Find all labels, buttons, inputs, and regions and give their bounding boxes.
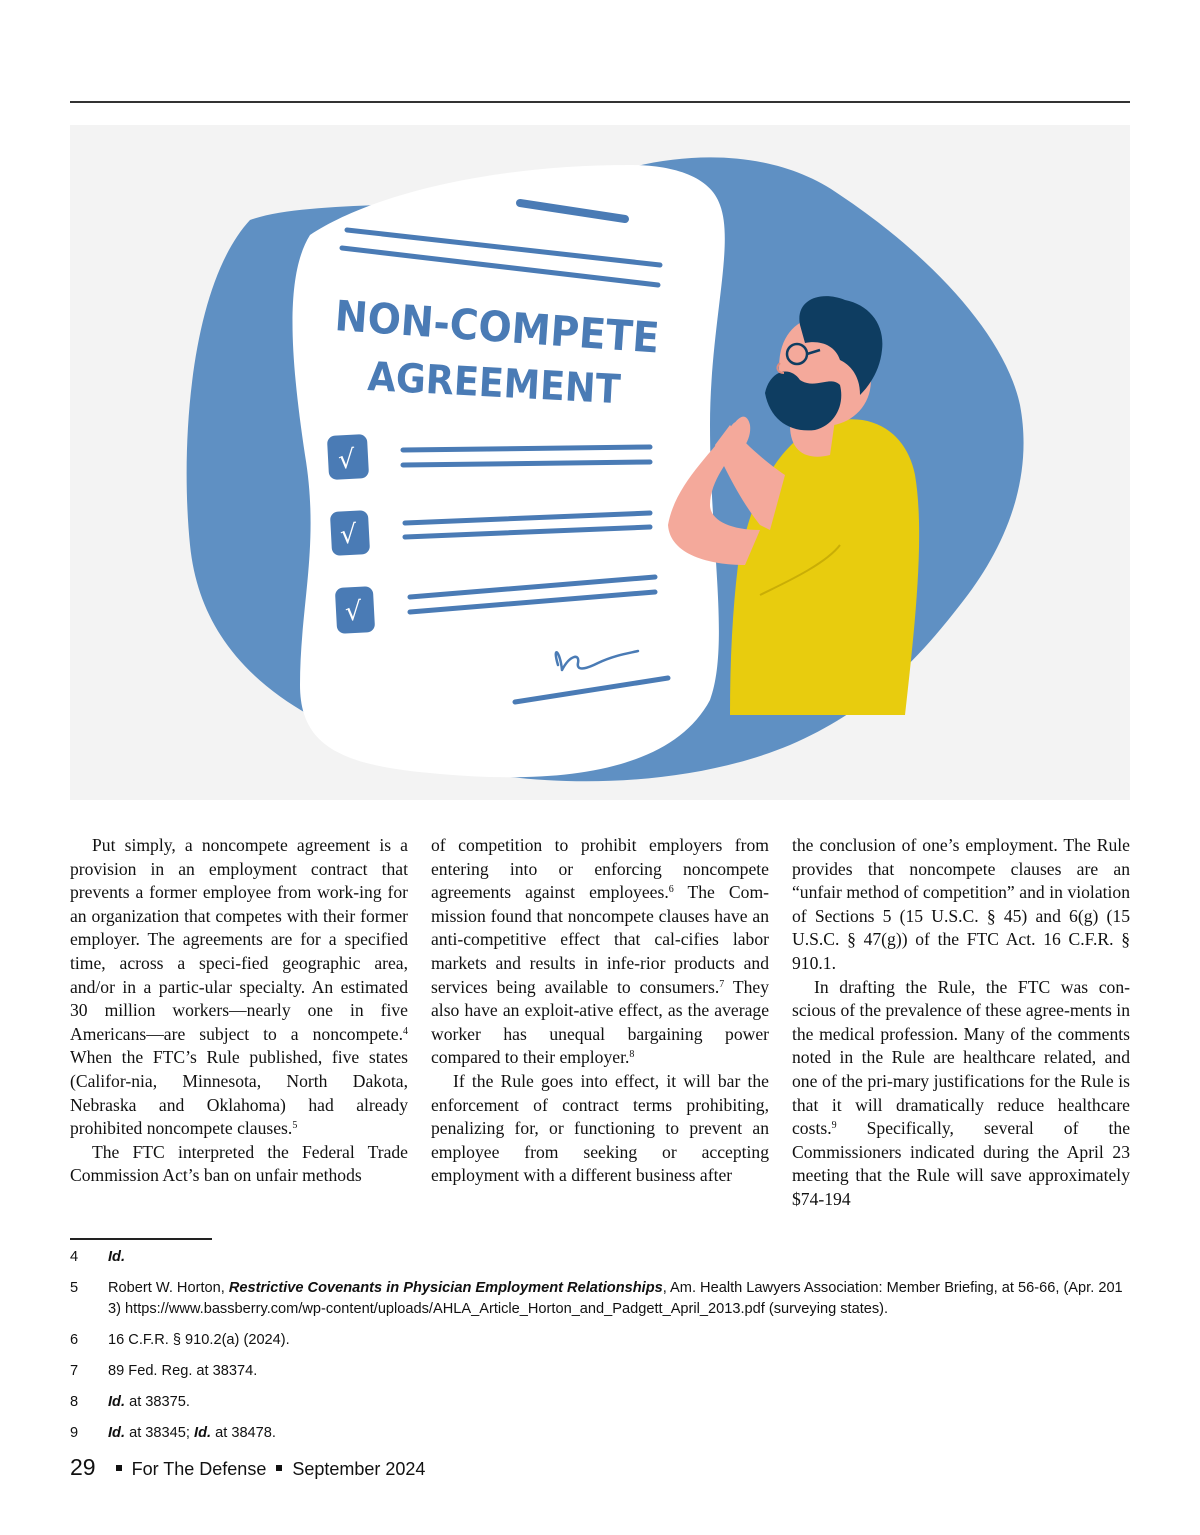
footnote-ref[interactable]: 7 bbox=[719, 978, 725, 990]
footnote-6: 6 16 C.F.R. § 910.2(a) (2024). bbox=[70, 1332, 290, 1348]
footnote-ref[interactable]: 5 bbox=[292, 1120, 298, 1132]
paragraph: of competition to prohibit employers from entering into or enforcing noncompete agreements against employees.$^6$ The Com-mission found that noncompete clauses have an anti-competitive effect that cal-cifies labor markets and results in infe-rior products and services being available to consumers.$^7$ They also have an exploit-ative effect, as the average worker has unequal bargaining power compared to their employer.$^8$ bbox=[431, 835, 769, 1068]
article-body bbox=[70, 834, 1130, 1214]
publication-name: For The Defense bbox=[131, 1459, 267, 1479]
agreement-heading-line2: AGREEMENT bbox=[366, 354, 646, 415]
footnote-5: 5 Robert W. Horton, Restrictive Covenants in Physician Employment Relationships, Am. Health Lawyers Association: Member Briefing, at 56-66, (Apr. 2013) https://www.bassberry.com/wp-content/uploads/AHLA_Article_Horton_and_Padgett_April_2013.pdf (surveying states). bbox=[70, 1280, 1123, 1317]
footnote-ref[interactable]: 8 bbox=[629, 1049, 635, 1061]
svg-text:√: √ bbox=[344, 596, 363, 628]
footnote-8: 8 Id. at 38375. bbox=[70, 1394, 190, 1410]
column-1 bbox=[70, 834, 408, 1214]
checkbox-2 bbox=[330, 510, 370, 556]
footnote-ref[interactable]: 4 bbox=[403, 1025, 408, 1037]
paragraph: the conclusion of one’s employment. The Rule provides that noncompete clauses are an “unfair method of competition” and in violation of Sections 5 (15 U.S.C. § 45) and 6(g) (15 U.S.C. § 47(g)) of the FTC Act. 16 C.F.R. § 910.1. bbox=[792, 835, 1130, 973]
paragraph: The FTC interpreted the Federal Trade Commission Act’s ban on unfair methods bbox=[70, 1141, 408, 1186]
header-rule bbox=[70, 101, 1130, 103]
footnote-7: 7 89 Fed. Reg. at 38374. bbox=[70, 1363, 258, 1379]
issue-date: September 2024 bbox=[292, 1459, 426, 1479]
paragraph: In drafting the Rule, the FTC was con-scious of the prevalence of these agree-ments in the medical profession. Many of the comments noted in the Rule are healthcare related, and one of the pri-mary justifications for the Rule is that it will dramatically reduce healthcare costs.$^9$ Specifically, several of the Commissioners indicated during the April 23 meeting that the Rule will save approximately $74-194 bbox=[792, 976, 1130, 1209]
bullet-separator bbox=[276, 1465, 282, 1471]
column-3 bbox=[792, 834, 1130, 1214]
column-2 bbox=[431, 834, 769, 1214]
footnote-ref[interactable]: 9 bbox=[831, 1120, 837, 1132]
footnote-9: 9 Id. at 38345; Id. at 38478. bbox=[70, 1425, 276, 1441]
footnote-rule bbox=[70, 1238, 212, 1240]
page-number: 29 bbox=[70, 1454, 96, 1480]
svg-text:√: √ bbox=[337, 444, 356, 476]
noncompete-illustration bbox=[70, 125, 1130, 800]
svg-text:√: √ bbox=[339, 519, 358, 551]
footnotes bbox=[70, 1247, 1130, 1454]
page-footer bbox=[70, 1454, 425, 1482]
checkbox-3 bbox=[335, 586, 375, 634]
footnote-ref[interactable]: 6 bbox=[668, 884, 674, 896]
checkbox-1 bbox=[327, 434, 369, 480]
paragraph: Put simply, a noncompete agreement is a provision in an employment contract that prevents a former employee from work-ing for an organization that competes with their former employer. The agreements are for a specified time, across a speci-fied geographic area, and/or in a partic-ular specialty. An estimated 30 million workers—nearly one in five Americans—are subject to a noncompete.$^4$ When the FTC’s Rule published, five states (Califor-nia, Minnesota, North Dakota, Nebraska and Oklahoma) had already prohibited noncompete clauses.$^5$ bbox=[70, 835, 408, 1139]
bullet-separator bbox=[116, 1465, 122, 1471]
paragraph: If the Rule goes into effect, it will bar the enforcement of contract terms prohibiting, penalizing for, or functioning to prevent an employee from seeking or accepting employment with a different business after bbox=[431, 1070, 769, 1186]
agreement-heading-line1: NON-COMPETE bbox=[333, 291, 685, 365]
footnote-4: 4 Id. bbox=[70, 1249, 126, 1265]
